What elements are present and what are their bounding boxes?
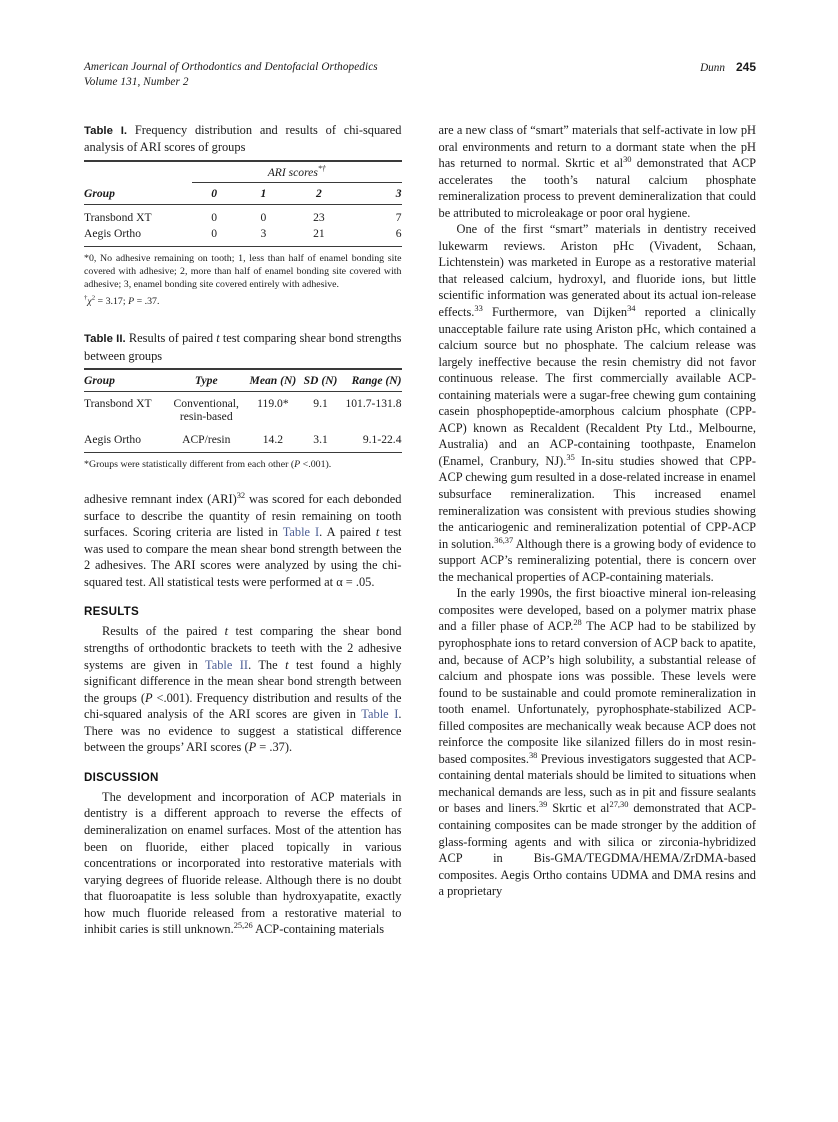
methods-text-3: . A paired (319, 525, 376, 540)
methods-text-2: was scored for each debonded surface to describe the quantity of resin remaining on tooth surfaces. Scoring criteria are listed in (84, 492, 402, 540)
table-2-footnote-p: P (294, 459, 301, 470)
table-1-r0-s2: 23 (313, 210, 325, 224)
table-1-r1-s3: 6 (395, 226, 402, 240)
table-1-col-group: Group (84, 186, 115, 200)
ariston-text-2: Furthermore, van Dijken (482, 305, 628, 320)
nineties-text-1: In the early 1990s, the first bioactive mineral ion-releasing composites were developed, based on a polymer matrix phase and a filler phase of ACP. (438, 586, 756, 634)
journal-issue: Volume 131, Number 2 (84, 75, 189, 88)
paragraph-discussion (84, 789, 402, 938)
paragraph-methods-continued (84, 491, 402, 590)
table-2-r1-range: 9.1-22.4 (362, 433, 402, 446)
methods-text-1: adhesive remnant index (ARI) (84, 492, 237, 507)
paragraph-results (84, 623, 402, 755)
running-head (84, 60, 756, 89)
author-name: Dunn (700, 62, 725, 74)
results-text-4: test found a highly significant difference in the mean shear bond strength between the groups ( (84, 657, 402, 705)
table-2-col-group: Group (84, 374, 115, 387)
table-2 (84, 368, 402, 453)
table-2-bottom-rule (84, 453, 402, 454)
table-1-spanning-header-markers: *† (317, 163, 326, 173)
table-1-col-1: 1 (260, 186, 267, 200)
crossref-table-1[interactable]: Table I (282, 525, 320, 540)
table-2-caption (84, 330, 402, 364)
italic-p-1: P (144, 690, 153, 705)
table-2-footnote-post: <.001). (300, 459, 332, 470)
chi-symbol: χ (87, 296, 92, 308)
table-row (84, 428, 402, 453)
ariston-text-5: Although there is a growing body of evidence to support ACP’s remineralizing potential, there is concern over the mechanical properties of ACP-containing materials. (438, 536, 756, 584)
running-head-left (84, 60, 378, 89)
right-column (439, 122, 757, 938)
table-1-col-0: 0 (211, 186, 218, 200)
table-2-r0-sd: 9.1 (313, 397, 328, 410)
table-1-spanning-header-text: ARI scores (267, 165, 318, 179)
journal-title: American Journal of Orthodontics and Dentofacial Orthopedics (84, 61, 378, 73)
table-1-bottom-rule (84, 246, 402, 247)
italic-t-1: t (224, 624, 229, 639)
table-2-r0-group: Transbond XT (84, 397, 152, 410)
table-1-number: I. (120, 125, 128, 137)
table-1-col-3: 3 (395, 186, 402, 200)
chi-value: = 3.17; (95, 296, 129, 308)
crossref-table-2[interactable]: Table II (205, 657, 249, 672)
section-heading-discussion: DISCUSSION (84, 770, 159, 784)
table-2-r1-mean: 14.2 (262, 433, 284, 446)
discussion-text-2: ACP-containing materials (252, 922, 385, 937)
citation-39: 39 (538, 799, 548, 810)
table-2-col-type: Type (194, 374, 218, 387)
nineties-text-5: demonstrated that ACP-containing composites can be made stronger by the addition of glass-forming agents and with silica or zirconia-hybridized ACP in Bis-GMA/TEGDMA/HEMA/ZrDMA-based composites. Aegis Ortho contains UDMA and DMA resins and a proprietary (438, 801, 757, 899)
nineties-text-4: Skrtic et al (547, 801, 610, 816)
table-1 (84, 160, 402, 247)
paragraph-ariston (439, 221, 757, 585)
table-1-col-2: 2 (316, 186, 322, 200)
results-text-7: = .37). (256, 740, 293, 755)
smart-text-2: demonstrated that ACP accelerates the tooth’s natural calcium phosphate remineralization process to prevent demineralization that could be attributed to microleakage or poor oral hygiene. (438, 156, 757, 220)
methods-text-4: test was used to compare the mean shear bond strength between the 2 adhesives. The ARI scores were analyzed by using the chi-squared test. All statistical tests were performed at α = .05. (84, 525, 402, 589)
table-1-block (84, 122, 402, 308)
running-head-right (700, 60, 756, 74)
table-2-label: Table (84, 333, 113, 346)
p-value: = .37. (134, 296, 160, 308)
results-text-3: . The (248, 657, 286, 672)
table-1-footnote-star: *0, No adhesive remaining on tooth; 1, less than half of enamel bonding site covered with adhesive; 2, more than half of enamel bonding site covered with adhesive; 3, enamel bonding site covered entirely with adhesive. (84, 252, 402, 290)
table-2-footnote-pre: *Groups were statistically different from each other ( (84, 459, 295, 470)
table-2-caption-pre: Results of paired (128, 331, 217, 346)
table-2-block (84, 330, 402, 471)
chi-exponent: 2 (91, 294, 96, 302)
left-column (84, 122, 402, 938)
table-2-footnote (84, 458, 402, 471)
citation-25-26: 25,26 (233, 920, 253, 931)
body-columns (84, 122, 756, 938)
citation-33: 33 (474, 302, 483, 313)
table-1-r1-s0: 0 (211, 226, 218, 240)
discussion-text-1: The development and incorporation of ACP materials in dentistry is a different approach to reverse the effects of demineralization on enamel surfaces. Most of the attention has been on fluoride, either placed topically in various concentrations or incorporated into restorative materials with varying degrees of fluoride release. Although there is no doubt that fluoroapatite is less soluble than hydroxyapatite, exactly how much fluoride released from a restorative material to inhibit caries is still unknown. (84, 789, 402, 937)
nineties-text-2: The ACP had to be stabilized by pyrophosphate ions to retard conversion of ACP back to apatite, and, because of ACP’s high solubility, a substantial release of calcium and phospate ions was possible. These levels were found to be sustainable and could promote remineralization in tooth enamel. Unfortunately, pyrophosphate-stabilized ACP-filled composites are mechanically weak because ACP does not reinforce the composite like silanized fillers do in most resin-based composites. (438, 619, 756, 766)
table-1-r0-group: Transbond XT (84, 210, 152, 224)
table-2-number: II. (116, 333, 126, 346)
results-text-2: test comparing the shear bond strengths of orthodontic brackets to teeth with the 2 adhesive systems are given in (84, 624, 402, 672)
crossref-table-1-b[interactable]: Table I (361, 707, 399, 722)
table-1-caption-text: Frequency distribution and results of chi-squared analysis of ARI scores of groups (84, 123, 402, 155)
table-1-r0-s1: 0 (260, 210, 267, 224)
results-text-1: Results of the paired (102, 624, 225, 639)
table-1-column-header-row (84, 183, 402, 205)
table-2-caption-italic: t (216, 331, 220, 346)
table-2-col-mean: Mean (N) (249, 374, 297, 387)
table-1-spanning-header (192, 162, 402, 181)
citation-38: 38 (528, 749, 538, 760)
citation-27-30: 27,30 (609, 799, 629, 810)
table-1-caption (84, 122, 402, 156)
results-text-5: <.001). Frequency distribution and results of the chi-squared analysis of the ARI scores are given in (84, 690, 402, 722)
table-1-footnote-dagger (84, 295, 402, 308)
table-2-caption-post: test comparing shear bond strengths between groups (84, 331, 402, 363)
table-1-r1-group: Aegis Ortho (84, 226, 141, 240)
section-heading-results: RESULTS (84, 605, 139, 619)
p-symbol: P (128, 296, 135, 308)
paragraph-1990s (439, 585, 757, 899)
table-1-r1-s2: 21 (313, 226, 325, 240)
table-2-r1-type: ACP/resin (182, 433, 231, 446)
nineties-text-3: Previous investigators suggested that ACP-containing dental materials should be limited to situations when mechanical demands are less, such as in pit and fissure sealants or bases and liners. (438, 751, 756, 816)
table-2-r0-type: Conventional, (173, 397, 239, 410)
table-2-r1-sd: 3.1 (313, 433, 328, 446)
italic-t-2: t (285, 657, 289, 672)
table-row (84, 392, 402, 410)
citation-34: 34 (627, 302, 636, 313)
citation-28: 28 (573, 617, 582, 628)
ariston-text-3: reported a clinically unacceptable failure rate using Ariston pHc, which contained a calcium source but no phosphate. The calcium release was largely ineffective because the resin chemistry did not favor continuous release. The first commercially available ACP-containing materials were a sugar-free chewing gum containing casein phosphopeptide-amorphous calcium phosphate (CPP-ACP) known as Recaldent (Recaldent Pty Ltd., Melbourne, Australia) and an ACP-containing toothpaste, Enamelon (Enamel, Cranbury, NJ). (438, 305, 756, 468)
table-2-r0-mean: 119.0* (257, 397, 289, 410)
table-row (84, 205, 402, 226)
table-2-column-header-row (84, 370, 402, 392)
table-2-r1-group: Aegis Ortho (84, 433, 141, 446)
italic-t: t (375, 525, 380, 540)
ariston-text-4: In-situ studies showed that CPP-ACP chewing gum resulted in a dose-related increase in enamel subsurface remineralization. This increased enamel remineralization was consistent with previous studies showing the anticariogenic and remineralization potential of CPP-ACP in solution. (438, 453, 756, 551)
citation-30: 30 (623, 153, 632, 164)
table-2-col-range: Range (N) (351, 374, 402, 387)
footnote-dagger-marker: † (84, 294, 88, 302)
table-1-r0-s0: 0 (211, 210, 218, 224)
table-2-col-sd: SD (N) (303, 374, 338, 387)
ariston-text-1: One of the first “smart” materials in dentistry received lukewarm reviews. Ariston pHc (Vivadent, Schaan, Lichtenstein) was marketed in Europe as a restorative material that released calcium, hydroxyl, and fluoride ions, but little scientific information was generated about its actual ion-release effects. (438, 222, 756, 320)
citation-36-37: 36,37 (494, 534, 514, 545)
table-row (84, 225, 402, 246)
italic-p-2: P (248, 740, 257, 755)
table-1-r1-s1: 3 (260, 226, 267, 240)
citation-32: 32 (236, 490, 246, 501)
results-text-6: . There was no evidence to suggest a statistical difference between the groups’ ARI scores ( (84, 707, 402, 755)
citation-35: 35 (566, 451, 575, 462)
table-row-continuation (84, 410, 402, 428)
table-2-r0-type-line2: resin-based (179, 410, 233, 423)
page-number: 245 (735, 60, 756, 74)
paragraph-smart-materials (439, 122, 757, 221)
table-1-label: Table (84, 125, 113, 137)
table-1-spanning-header-row (84, 162, 402, 181)
table-1-r0-s3: 7 (395, 210, 402, 224)
smart-text-1: are a new class of “smart” materials that self-activate in low pH oral environments and return to a dormant state when the pH has returned to normal. Skrtic et al (438, 123, 756, 171)
table-2-r0-range: 101.7-131.8 (345, 397, 402, 410)
